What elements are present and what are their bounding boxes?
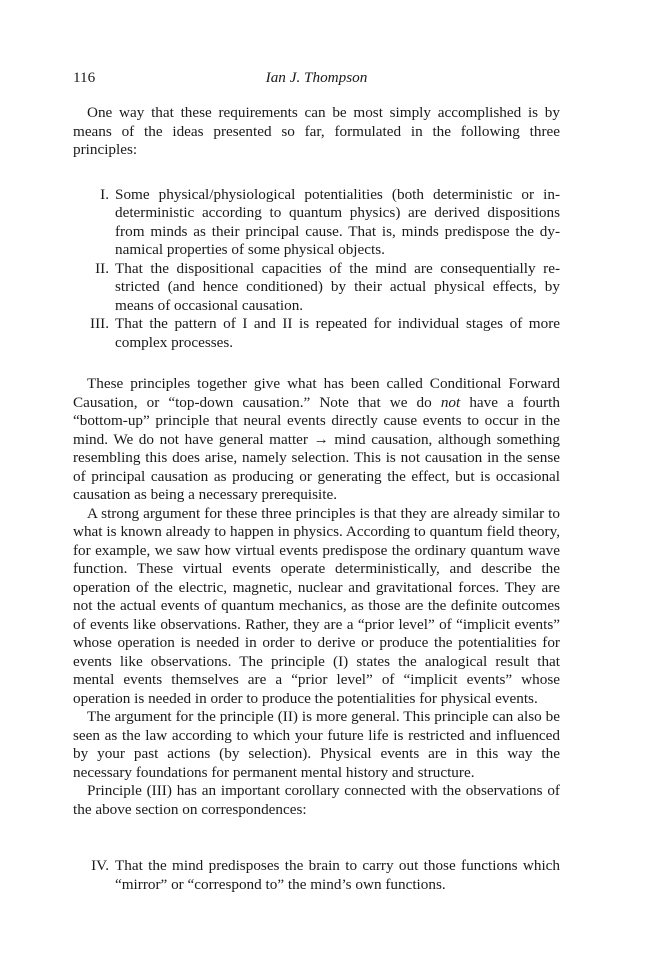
running-head: Ian J. Thompson [265, 69, 368, 86]
corollary-text: That the mind predisposes the brain to carry out those functions which “mirror” or “correspond to” the mind’s own functions. [115, 857, 560, 893]
principles-list [73, 186, 560, 353]
body-paragraph: A strong argument for these three principles is that they are already similar to what is known already to happen in physics. According to quantum field theory, for example, we saw how virtual events predispose the ordinary quantum wave function. These virtual events operate deterministically, and describe the operation of the electric, magnetic, nuclear and gravitational forces. They are not the actual events of quantum mechanics, as those are the definite outcomes of events like observations. Rather, they are a “prior level” of “implicit events” whose operation is needed in order to derive or produce the potentialities for events like observations. The principle (I) states the analogical result that mental events themselves are a “prior level” of “implicit events” whose operation is needed in order to produce the potentialities for physical events. [73, 504, 560, 707]
corollary-list [73, 857, 560, 894]
principle-item [73, 260, 560, 316]
emphasis: not [440, 393, 461, 411]
principle-number: III. [90, 315, 109, 332]
principle-item [73, 315, 560, 352]
principle-item [73, 186, 560, 260]
principle-text: That the pattern of I and II is repeated for individual stages of more complex processes. [115, 315, 560, 351]
principle-text: That the dispositional capacities of the mind are consequentially restricted (and hence conditioned) by their actual physical effects, by means of occasional causation. [115, 259, 560, 314]
page-number: 116 [73, 69, 96, 86]
page-header [73, 69, 560, 88]
principle-number: I. [100, 185, 109, 203]
paragraph-text: have a fourth “bottom-up” principle that neural events directly cause events to occur in the mind. We do not have general matter → mind causation, although something resembling this does arise, namely selection. This is not causation in the sense of principal causation as producing or generating the effect, but is occasional causation as being a necessary prerequisite. [73, 393, 560, 503]
corollary-number: IV. [91, 857, 109, 874]
principle-number: II. [95, 259, 109, 277]
page-body [73, 104, 560, 894]
body-paragraph [73, 375, 560, 505]
body-paragraph: Principle (III) has an important corollary connected with the observations of the above section on correspondences: [73, 782, 560, 818]
paragraph-text: These principles together give what has been called Conditional Forward Causation, or “top-down causation.” Note that we do [73, 375, 560, 411]
corollary-item [73, 857, 560, 894]
principle-text: Some physical/physiological potentialities (both deterministic or indeterministic according to quantum physics) are derived dispositions from minds as their principal cause. That is, minds predispose the dynamical properties of some physical objects. [115, 185, 560, 258]
intro-paragraph: One way that these requirements can be most simply accomplished is by means of the ideas presented so far, formulated in the following three principles: [73, 104, 560, 158]
body-paragraph: The argument for the principle (II) is more general. This principle can also be seen as the law according to which your future life is restricted and influenced by your past actions (by selection). Physical events are in this way the necessary foundations for permanent mental history and structure. [73, 708, 560, 781]
